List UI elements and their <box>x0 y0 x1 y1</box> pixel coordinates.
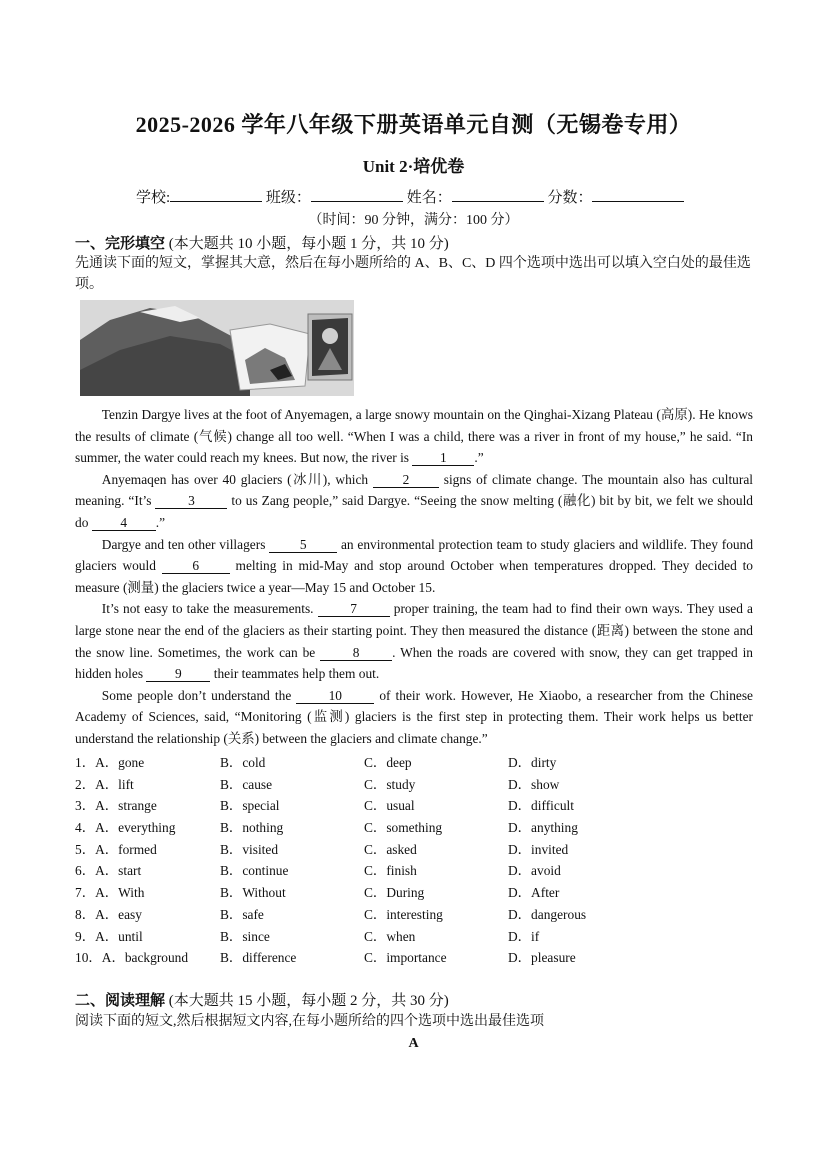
option-a[interactable]: 7．A．With <box>75 885 145 901</box>
option-d[interactable]: D．avoid <box>508 863 561 879</box>
blank-5[interactable]: 5 <box>269 538 337 553</box>
option-a[interactable]: 9．A．until <box>75 928 143 944</box>
section2-instruction: 阅读下面的短文,然后根据短文内容,在每小题所给的四个选项中选出最佳选项 <box>75 1014 544 1029</box>
option-d[interactable]: D．dangerous <box>508 906 587 922</box>
option-d[interactable]: D．if <box>508 928 540 944</box>
option-d[interactable]: D．pleasure <box>508 950 576 966</box>
option-a[interactable]: 2．A．lift <box>75 776 134 792</box>
blank-1[interactable]: 1 <box>412 451 474 466</box>
time-note: （时间：90 分钟，满分：100 分） <box>308 213 519 228</box>
option-b[interactable]: B．Without <box>220 885 286 901</box>
section1-title: 一、完形填空 <box>75 236 166 252</box>
option-d[interactable]: D．dirty <box>508 755 557 770</box>
question-options-row <box>75 947 755 969</box>
option-c[interactable]: C．study <box>364 776 416 792</box>
option-d[interactable]: D．anything <box>508 820 578 836</box>
option-b[interactable]: B．cold <box>220 755 266 770</box>
option-b[interactable]: B．special <box>220 798 280 814</box>
option-d[interactable]: D．After <box>508 885 560 901</box>
blank-4[interactable]: 4 <box>92 516 156 531</box>
passage-paragraph: It’s not easy to take the measurements. 7 proper training, the team had to find their own ways. They used a large stone near the end of the glaciers as their starting point. They then measured the distance (距离) between the stone and the snow line. Sometimes, the work can be 8 . When the roads are covered with snow, they can get trapped in hidden holes 9 their teammates help them out. <box>75 601 753 682</box>
question-options-row <box>75 795 755 817</box>
option-c[interactable]: C．importance <box>364 950 447 966</box>
passage-paragraph: Some people don’t understand the 10 of their work. However, He Xiaobo, a researcher from the Chinese Academy of Sciences, said, “Monitoring (监测) glaciers is the first step in protecting them. Their work helps us better understand the relationship (关系) between the glaciers and climate change.” <box>75 687 753 746</box>
glacier-photo <box>80 300 354 396</box>
score-blank[interactable] <box>592 187 684 202</box>
question-options-row <box>75 774 755 796</box>
section1-heading <box>75 232 449 253</box>
option-a[interactable]: 5．A．formed <box>75 841 157 857</box>
passage-paragraph: Dargye and ten other villagers 5 an environmental protection team to study glaciers and wildlife. They found glaciers would 6 melting in mid-May and stop around October when temperatures dropped. They decided to measure (测量) the glaciers twice a year—May 15 and October 15. <box>75 536 754 595</box>
option-b[interactable]: B．difference <box>220 950 297 966</box>
option-d[interactable]: D．difficult <box>508 798 574 814</box>
question-options-row <box>75 904 755 926</box>
option-a[interactable]: 8．A．easy <box>75 906 142 922</box>
option-a[interactable]: 1．A．gone <box>75 755 145 770</box>
section2-title: 二、阅读理解 <box>75 993 166 1009</box>
question-options-row <box>75 839 755 861</box>
option-b[interactable]: B．visited <box>220 841 279 857</box>
blank-7[interactable]: 7 <box>318 602 390 617</box>
student-info-line <box>136 186 684 207</box>
section2-heading <box>75 989 449 1010</box>
cloze-passage <box>75 404 753 750</box>
passage-paragraph: Anyemaqen has over 40 glaciers (冰川), which 2 signs of climate change. The mountain also has cultural meaning. “It’s 3 to us Zang people,” said Dargye. “Seeing the snow melting (融化) bit by bit, we felt we should do 4 .” <box>75 471 754 530</box>
option-c[interactable]: C．when <box>364 928 416 944</box>
section1-detail: (本大题共 10 小题，每小题 1 分，共 10 分) <box>168 236 449 252</box>
question-options-row <box>75 817 755 839</box>
name-blank[interactable] <box>452 187 544 202</box>
option-a[interactable]: 3．A．strange <box>75 798 157 814</box>
blank-3[interactable]: 3 <box>155 494 227 509</box>
blank-10[interactable]: 10 <box>296 689 374 704</box>
unit-subtitle: Unit 2·培优卷 <box>362 157 465 176</box>
option-a[interactable]: 4．A．everything <box>75 820 176 836</box>
blank-2[interactable]: 2 <box>373 473 439 488</box>
question-options-row <box>75 882 755 904</box>
option-d[interactable]: D．invited <box>508 841 569 857</box>
score-label: 分数： <box>547 190 593 206</box>
question-options-row <box>75 860 755 882</box>
question-options-row <box>75 926 755 948</box>
class-blank[interactable] <box>311 187 403 202</box>
page-title: 2025-2026 学年八年级下册英语单元自测（无锡卷专用） <box>135 112 692 137</box>
passage-a-label: A <box>408 1036 419 1051</box>
blank-8[interactable]: 8 <box>320 646 392 661</box>
blank-9[interactable]: 9 <box>146 667 210 682</box>
option-b[interactable]: B．cause <box>220 776 273 792</box>
option-c[interactable]: C．usual <box>364 798 415 814</box>
blank-6[interactable]: 6 <box>162 559 230 574</box>
class-label: 班级： <box>265 190 311 206</box>
option-a[interactable]: 10．A．background <box>75 950 189 966</box>
school-blank[interactable] <box>170 187 262 202</box>
name-label: 姓名： <box>406 190 452 206</box>
passage-paragraph: Tenzin Dargye lives at the foot of Anyemagen, a large snowy mountain on the Qinghai-Xizang Plateau (高原). He knows the results of climate (气候) change all too well. “When I was a child, there was a river in front of my house,” he said. “In summer, the water could reach my knees. But now, the river is 1 .” <box>75 407 753 466</box>
option-c[interactable]: C．During <box>364 885 425 901</box>
question-options-row <box>75 752 755 774</box>
option-c[interactable]: C．deep <box>364 755 412 770</box>
option-b[interactable]: B．nothing <box>220 820 284 836</box>
option-d[interactable]: D．show <box>508 776 560 792</box>
option-c[interactable]: C．finish <box>364 863 417 879</box>
option-c[interactable]: C．asked <box>364 841 417 857</box>
section2-detail: (本大题共 15 小题，每小题 2 分，共 30 分) <box>168 993 449 1009</box>
option-c[interactable]: C．interesting <box>364 906 443 922</box>
answer-options <box>75 752 755 969</box>
school-label: 学校: <box>136 190 171 206</box>
option-b[interactable]: B．safe <box>220 906 264 922</box>
option-b[interactable]: B．continue <box>220 863 289 879</box>
option-c[interactable]: C．something <box>364 820 443 836</box>
option-a[interactable]: 6．A．start <box>75 863 142 879</box>
section1-instruction: 先通读下面的短文，掌握其大意，然后在每小题所给的 A、B、C、D 四个选项中选出可以填入空白处的最佳选项。 <box>75 256 751 292</box>
option-b[interactable]: B．since <box>220 928 270 944</box>
